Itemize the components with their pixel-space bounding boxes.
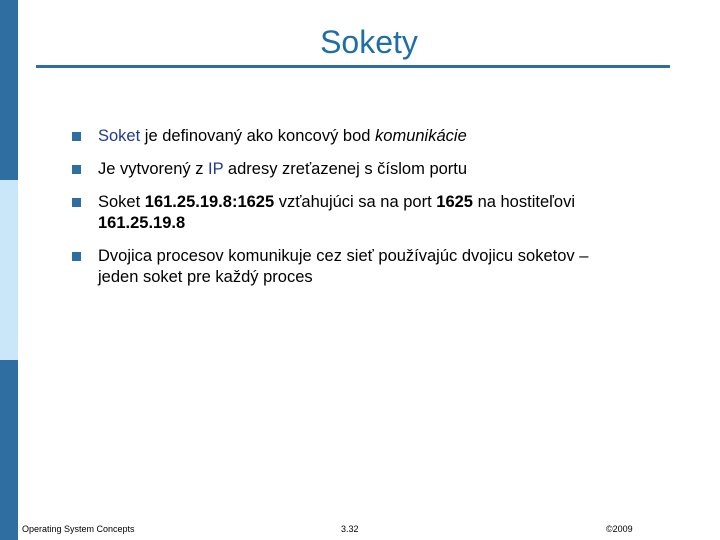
bullet-item — [72, 126, 632, 147]
slide-sidebar — [0, 0, 18, 540]
title-divider — [36, 65, 670, 68]
bullet-text: komunikácie — [375, 127, 467, 145]
square-bullet-icon — [72, 132, 81, 141]
bullet-text: 1625 — [436, 193, 473, 211]
bullet-text: adresy zreťazenej s číslom portu — [223, 160, 468, 178]
bullet-text: Je vytvorený z — [98, 160, 209, 178]
sidebar-band-dark — [0, 360, 18, 540]
footer-left: Operating System Concepts — [22, 524, 135, 534]
square-bullet-icon — [72, 198, 81, 207]
bullet-text: je definovaný ako koncový bod — [140, 127, 376, 145]
bullet-text: Soket — [98, 127, 141, 145]
copyright: ©2009 — [606, 524, 633, 534]
bullet-text: Dvojica procesov komunikuje cez sieť používajúc dvojicu soketov – jeden soket pre každý proces — [98, 247, 589, 286]
bullet-item — [72, 192, 632, 234]
sidebar-band-dark — [0, 0, 18, 180]
bullet-text: na hostiteľovi — [472, 193, 576, 211]
square-bullet-icon — [72, 165, 81, 174]
bullet-text: vzťahujúci sa na port — [274, 193, 437, 211]
bullet-text: IP — [208, 160, 224, 178]
square-bullet-icon — [72, 252, 81, 261]
bullet-text: Soket — [98, 193, 145, 211]
bullet-item — [72, 246, 632, 288]
page-number: 3.32 — [341, 524, 359, 534]
bullet-text: 161.25.19.8 — [98, 214, 186, 232]
slide-title: Sokety — [320, 24, 418, 60]
bullet-text: 161.25.19.8:1625 — [144, 193, 275, 211]
sidebar-band-light — [0, 180, 18, 360]
bullet-list — [72, 126, 632, 300]
bullet-item — [72, 159, 632, 180]
